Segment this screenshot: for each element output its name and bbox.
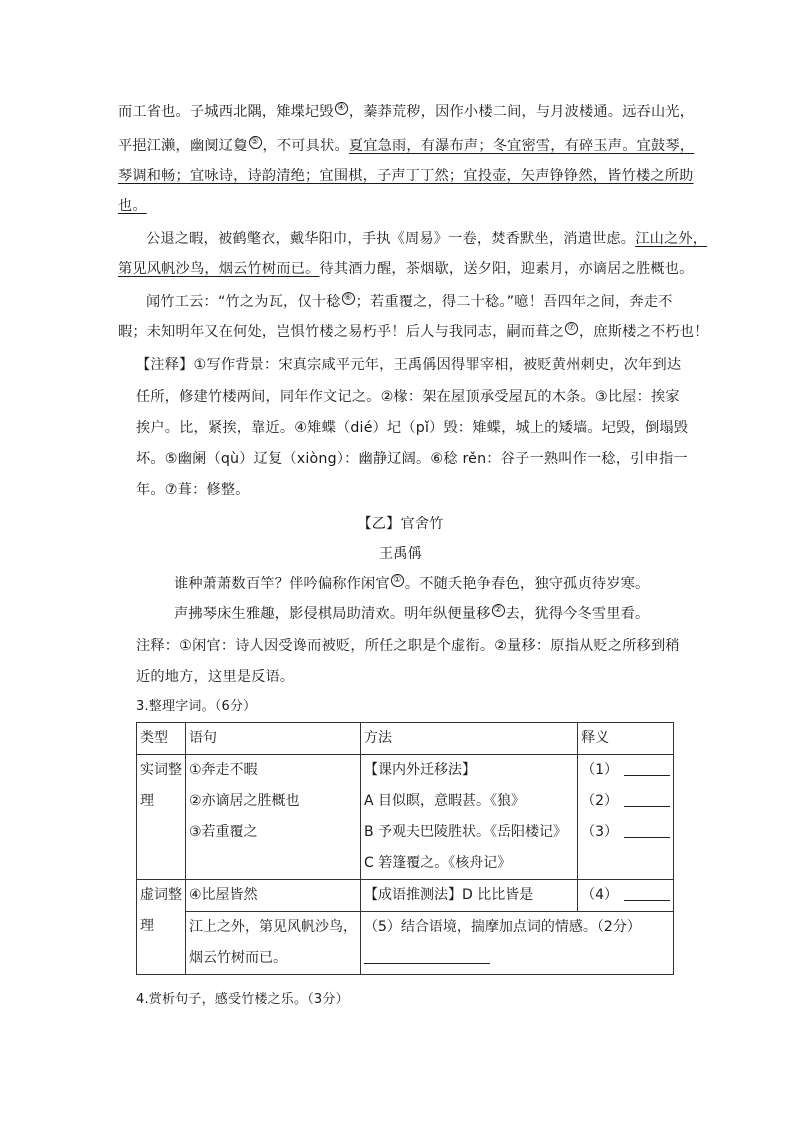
answer-cell bbox=[578, 880, 674, 912]
type-text: 实词整 bbox=[140, 762, 182, 778]
answer-item bbox=[581, 755, 670, 786]
type-text: 虚词整 bbox=[140, 887, 182, 903]
sentence-cell bbox=[186, 912, 361, 975]
method-cell: 【成语推测法】D 比比皆是 bbox=[361, 880, 578, 912]
table-header: 语句 bbox=[186, 723, 361, 755]
annotation-line: 年。⑦葺：修整。 bbox=[136, 482, 250, 498]
poem-line bbox=[174, 604, 739, 624]
answer-item bbox=[581, 817, 670, 848]
passage-line bbox=[118, 166, 694, 186]
answer-label: （3） bbox=[581, 824, 618, 840]
answer-blank[interactable] bbox=[364, 947, 490, 964]
table-row bbox=[137, 880, 674, 912]
text: 而工省也。子城西北隅，雉堞圮毁 bbox=[118, 104, 334, 120]
passage-line bbox=[118, 136, 695, 156]
underlined-text: 第见风帆沙鸟，烟云竹树而已。 bbox=[118, 261, 320, 277]
table-row bbox=[137, 912, 674, 975]
text: 声拂琴床生雅趣，影侵棋局助清欢。明年纵便量移 bbox=[174, 606, 491, 622]
type-cell bbox=[137, 880, 186, 975]
answer-item bbox=[581, 786, 670, 817]
passage-line bbox=[118, 196, 683, 216]
underlined-text: 琴调和畅；宜咏诗，诗韵清绝；宜围棋，子声丁丁然；宜投壶，矢声铮铮然，皆竹楼之所助 bbox=[118, 168, 694, 184]
text: 暇；未知明年又在何处，岂惧竹楼之易朽乎！后人与我同志，嗣而葺之 bbox=[118, 324, 565, 340]
text: 。不随夭艳争春色，独守孤贞待岁寒。 bbox=[404, 576, 650, 592]
sentence-item: ③若重覆之 bbox=[189, 824, 258, 840]
poem-title: 【乙】官舍竹 bbox=[357, 516, 444, 532]
passage-line bbox=[118, 322, 709, 342]
footnote-marker: ⑥ bbox=[342, 292, 355, 305]
footnote-marker: ⑤ bbox=[249, 136, 262, 149]
text: 闻竹工云：“竹之为瓦，仅十稔 bbox=[146, 294, 341, 310]
text: 谁种萧萧数百竿？伴吟偏称作闲官 bbox=[174, 576, 390, 592]
table-header: 类型 bbox=[137, 723, 186, 755]
table-header: 方法 bbox=[361, 723, 578, 755]
passage-line bbox=[146, 292, 711, 312]
sentence-cell: ④比屋皆然 bbox=[186, 880, 361, 912]
answer-line-row bbox=[364, 943, 670, 974]
text: 平挹江濑，幽阒辽敻 bbox=[118, 138, 248, 154]
footnote-marker: ② bbox=[492, 604, 505, 617]
text: ；若重覆之，得二十稔。”噫！吾四年之间，奔走不 bbox=[355, 294, 673, 310]
footnote-marker: ④ bbox=[335, 102, 348, 115]
method-item: A 目似瞑，意暇甚。《狼》 bbox=[364, 793, 526, 809]
question-3-title: 3.整理字词。（6分） bbox=[136, 699, 257, 714]
method-item: C 箬篷覆之。《核舟记》 bbox=[364, 855, 512, 871]
question-4-title: 4.赏析句子，感受竹楼之乐。（3分） bbox=[136, 992, 349, 1007]
answer-label: （2） bbox=[581, 793, 618, 809]
answer-label: （4） bbox=[581, 887, 618, 903]
poem-annotation: 注释：①闲官：诗人因受谗而被贬，所任之职是个虚衔。②量移：原指从贬之所移到稍 bbox=[136, 638, 680, 654]
prompt-text: （5）结合语境，揣摩加点词的情感。（2分） bbox=[364, 919, 641, 935]
vocab-table bbox=[136, 722, 674, 975]
poem-line bbox=[174, 574, 739, 594]
answer-blank[interactable] bbox=[624, 884, 670, 901]
text: 去，犹得今冬雪里看。 bbox=[505, 606, 650, 622]
underlined-text: 也。 bbox=[118, 198, 147, 214]
text: ，不可具状。 bbox=[262, 138, 349, 154]
method-item: B 予观夫巴陵胜状。《岳阳楼记》 bbox=[364, 824, 568, 840]
type-cell bbox=[137, 755, 186, 880]
answer-cell bbox=[578, 755, 674, 880]
type-text: 理 bbox=[140, 793, 154, 809]
sentence-item: 江上之外，第见风帆沙鸟， bbox=[189, 919, 357, 935]
prompt-cell bbox=[361, 912, 674, 975]
passage-line bbox=[118, 259, 694, 279]
footnote-marker: ⑦ bbox=[565, 322, 578, 335]
text: 待其酒力醒，茶烟歇，送夕阳，迎素月，亦谪居之胜概也。 bbox=[319, 261, 694, 277]
sentence-item: ②亦谪居之胜概也 bbox=[189, 793, 300, 809]
underlined-text: 江山之外， bbox=[635, 231, 708, 247]
table-row bbox=[137, 755, 674, 880]
underlined-text: 夏宜急雨，有瀑布声；冬宜密雪，有碎玉声。宜鼓琴， bbox=[348, 138, 695, 154]
sentence-item: 烟云竹树而已。 bbox=[189, 950, 287, 966]
text: ，庶斯楼之不朽也！ bbox=[579, 324, 709, 340]
text: ，蓁莽荒秽，因作小楼二间，与月波楼通。远吞山光， bbox=[348, 104, 695, 120]
answer-blank[interactable] bbox=[624, 821, 670, 838]
table-header: 释义 bbox=[578, 723, 674, 755]
annotation-line: 【注释】①写作背景：宋真宗咸平元年，王禹偁因得罪宰相，被贬黄州刺史，次年到达 bbox=[136, 357, 682, 373]
sentence-item: ①奔走不暇 bbox=[189, 762, 258, 778]
poem-annotation: 近的地方，这里是反语。 bbox=[136, 669, 295, 685]
answer-blank[interactable] bbox=[624, 759, 670, 776]
passage-line bbox=[146, 229, 711, 249]
answer-label: （1） bbox=[581, 762, 618, 778]
answer-blank[interactable] bbox=[624, 790, 670, 807]
method-cell bbox=[361, 755, 578, 880]
text: 公退之暇，被鹤氅衣，戴华阳巾，手执《周易》一卷，焚香默坐，消遣世虑。 bbox=[146, 231, 636, 247]
annotation-line: 挨户。比，紧挨，靠近。④雉蝶（dié）圮（pǐ）毁：雉蝶，城上的矮墙。圮毁，倒塌毁 bbox=[136, 420, 689, 436]
annotation-line: 任所，修建竹楼两间，同年作文记之。②椽：架在屋顶承受屋瓦的木条。③比屋：挨家 bbox=[136, 389, 680, 405]
footnote-marker: ① bbox=[391, 574, 404, 587]
type-text: 理 bbox=[140, 918, 154, 934]
table-header-row bbox=[137, 723, 674, 755]
method-title: 【课内外迁移法】 bbox=[364, 762, 476, 778]
poem-author: 王禹偁 bbox=[378, 546, 423, 562]
passage-line bbox=[118, 102, 695, 122]
annotation-line: 坏。⑤幽阑（qù）辽复（xiòng）：幽静辽阔。⑥稔 rěn：谷子一熟叫作一稔，引申指一 bbox=[136, 451, 688, 467]
sentence-cell bbox=[186, 755, 361, 880]
